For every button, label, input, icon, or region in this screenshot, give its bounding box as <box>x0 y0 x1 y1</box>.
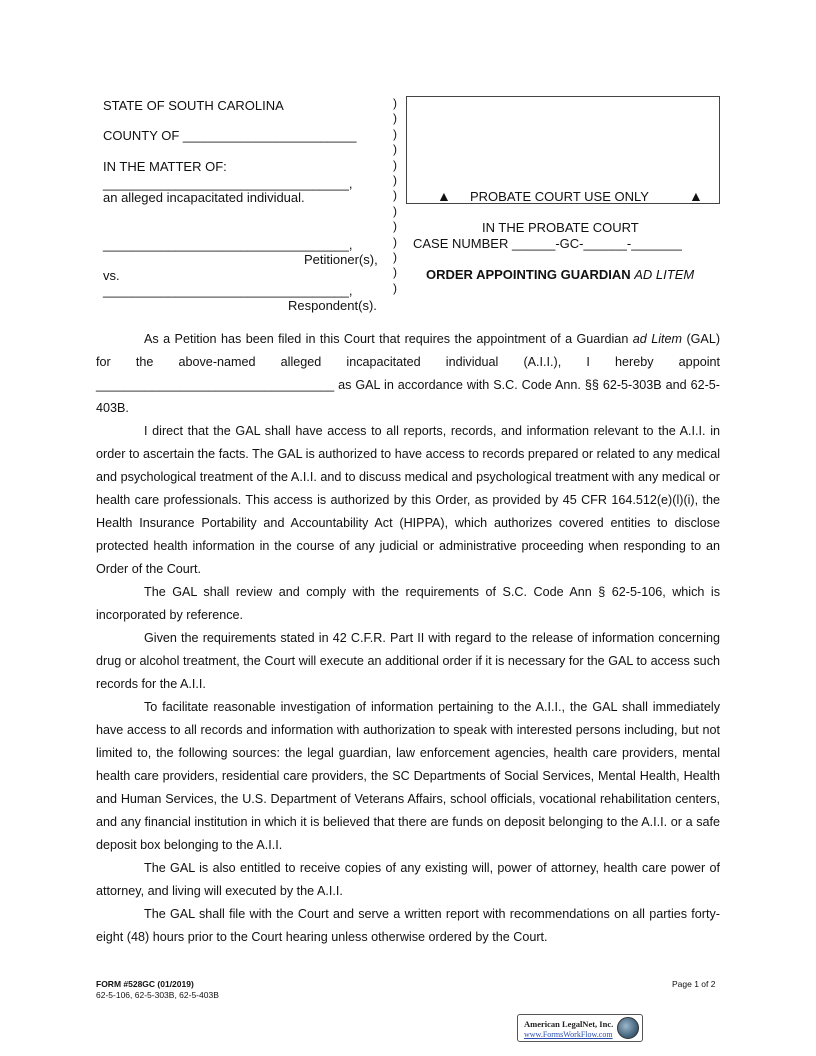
p1-italic: ad Litem <box>632 332 682 346</box>
case-number-field: CASE NUMBER ______-GC-______-_______ <box>413 236 682 251</box>
paren: ) <box>393 142 397 157</box>
respondent-blank: __________________________________, <box>103 283 353 298</box>
statute-codes: 62-5-106, 62-5-303B, 62-5-403B <box>96 990 219 1000</box>
logo-company: American LegalNet, Inc. <box>524 1019 614 1029</box>
paragraph-copies: The GAL is also entitled to receive copies of any existing will, power of attorney, health care power of attorney, and living will executed by the A.I.I. <box>96 861 720 898</box>
legalnet-logo[interactable] <box>517 1014 643 1042</box>
order-body <box>96 328 720 949</box>
paren: ) <box>393 173 397 188</box>
logo-link[interactable]: www.FormsWorkFlow.com <box>524 1030 613 1039</box>
county-line: COUNTY OF ________________________ <box>103 128 357 143</box>
paren: ) <box>393 126 397 141</box>
paren: ) <box>393 188 397 203</box>
order-title <box>426 267 694 282</box>
paren: ) <box>393 250 397 265</box>
p1-text-a: As a Petition has been filed in this Court that requires the appointment of a Guardian <box>144 332 629 346</box>
matter-heading: IN THE MATTER OF: <box>103 159 227 174</box>
incapacitated-label: an alleged incapacitated individual. <box>103 190 305 205</box>
respondent-label: Respondent(s). <box>288 298 377 313</box>
paren: ) <box>393 203 397 218</box>
versus-label: vs. <box>103 268 120 283</box>
subject-name-blank: __________________________________, <box>103 176 353 191</box>
paren: ) <box>393 157 397 172</box>
petitioner-label: Petitioner(s), <box>304 252 378 267</box>
page-number: Page 1 of 2 <box>672 979 716 989</box>
paragraph-compliance: The GAL shall review and comply with the requirements of S.C. Code Ann § 62-5-106, which is incorporated by reference. <box>96 585 720 622</box>
paren: ) <box>393 280 397 295</box>
p1-text-b: (GAL) for the above-named alleged incapacitated individual (A.I.I.), I hereby appoint __________________________________ as GAL in accordance with S.C. Code Ann. §§ 62-5-303B and 62-5-403B. <box>96 332 721 415</box>
paren: ) <box>393 234 397 249</box>
paragraph-access: I direct that the GAL shall have access to all reports, records, and information relevant to the A.I.I. in order to ascertain the facts. The GAL is authorized to have access to records prepared or related to any medical and psychological treatment of the A.I.I. and to discuss medical and psychological treatment with any medical or health care professionals. This access is authorized by this Order, as provided by 45 CFR 164.512(e)(l)(i), the Health Insurance Portability and Accountability Act (HIPPA), which authorizes covered entities to disclose protected health information in the course of any judicial or administrative proceeding when responding to an Order of the Court. <box>96 424 720 576</box>
paragraph-drug-alcohol: Given the requirements stated in 42 C.F.R. Part II with regard to the release of information concerning drug or alcohol treatment, the Court will execute an additional order if it is necessary for the GAL to access such records for the A.I.I. <box>96 631 720 691</box>
caption-divider <box>393 96 403 296</box>
probate-court-use-box <box>406 96 720 204</box>
paren: ) <box>393 265 397 280</box>
order-title-italic: AD LITEM <box>634 267 695 282</box>
paragraph-appointment <box>96 328 720 420</box>
paren: ) <box>393 111 397 126</box>
up-triangle-icon: ▲ <box>437 188 451 204</box>
seal-icon <box>617 1017 639 1039</box>
order-title-text: ORDER APPOINTING GUARDIAN <box>426 267 631 282</box>
paren: ) <box>393 219 397 234</box>
form-number: FORM #528GC (01/2019) <box>96 979 194 989</box>
court-name: IN THE PROBATE COURT <box>482 220 639 235</box>
paren: ) <box>393 96 397 110</box>
petitioner-blank: __________________________________, <box>103 237 353 252</box>
court-use-label: PROBATE COURT USE ONLY <box>470 189 649 204</box>
paragraph-investigation: To facilitate reasonable investigation of information pertaining to the A.I.I., the GAL shall immediately have access to all records and information with authorization to speak with interested persons including, but not limited to, the following sources: the legal guardian, law enforcement agencies, health care providers, mental health care providers, residential care providers, the SC Departments of Social Services, Mental Health, Health and Human Services, the U.S. Department of Veterans Affairs, school officials, vocational rehabilitation centers, and any financial institution in which it is believed that there are funds on deposit belonging to the A.I.I. or a safe deposit box belonging to the A.I.I. <box>96 700 720 852</box>
up-triangle-icon: ▲ <box>689 188 703 204</box>
paragraph-report: The GAL shall file with the Court and serve a written report with recommendations on all parties forty-eight (48) hours prior to the Court hearing unless otherwise ordered by the Court. <box>96 907 720 944</box>
state-heading: STATE OF SOUTH CAROLINA <box>103 98 284 113</box>
